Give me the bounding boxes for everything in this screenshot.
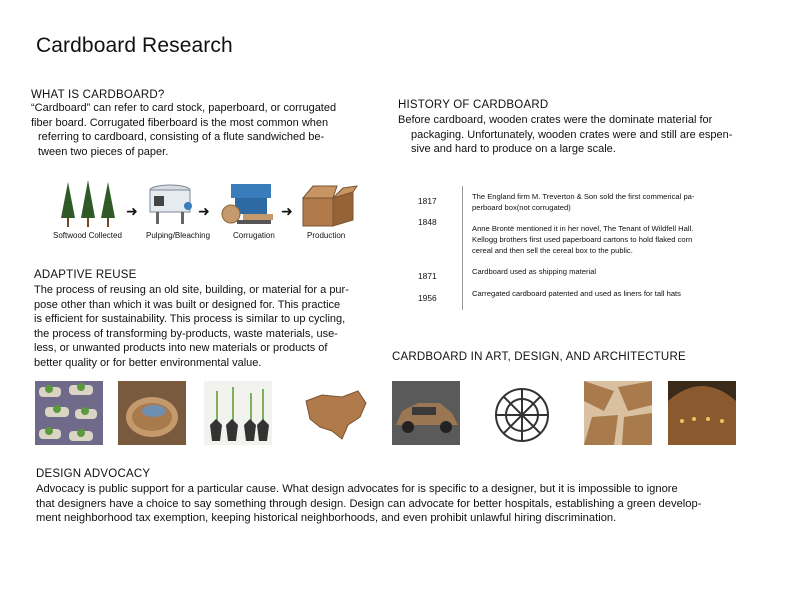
step-label: Production	[307, 231, 346, 240]
timeline-year: 1817	[418, 196, 437, 206]
adaptive-line: less, or unwanted products into new materials or products of	[34, 342, 328, 355]
page-title: Cardboard Research	[36, 34, 233, 57]
history-text	[398, 113, 758, 157]
timeline-line: The England firm M. Treverton & Son sold the first commerical pa-	[472, 192, 695, 201]
pulping-machine-icon	[146, 184, 194, 231]
history-line: packaging. Unfortunately, wooden crates were and still are espen-	[411, 128, 733, 141]
advocacy-heading: DESIGN ADVOCACY	[36, 468, 151, 480]
adaptive-line: The process of reusing an old site, building, or material for a pur-	[34, 284, 349, 296]
timeline-event	[472, 191, 772, 213]
advocacy-line: Advocacy is public support for a particular cause. What design advocates for is specific to a designer, but it is impossible to ignore	[36, 483, 678, 495]
step-label: Softwood Collected	[53, 231, 122, 240]
what-heading: WHAT IS CARDBOARD?	[31, 89, 165, 101]
bulb-vases-photo	[204, 381, 272, 445]
what-line: referring to cardboard, consisting of a flute sandwiched be-	[38, 131, 325, 144]
timeline-year: 1956	[418, 293, 437, 303]
trees-icon	[58, 180, 118, 233]
adaptive-line: is efficient for sustainability. This process is similar to up cycling,	[34, 313, 346, 326]
timeline-line: Kellogg brothers first used paperboard cartons to hold flaked corn	[472, 235, 693, 244]
advocacy-text	[36, 482, 766, 526]
timeline-event	[472, 288, 772, 299]
timeline-line: Cardboard used as shipping material	[472, 267, 597, 276]
arrow-icon: ➜	[126, 203, 138, 219]
advocacy-line: that designers have a choice to say something through design. Design can advocate for better hospitals, establishing a green develop-	[36, 497, 702, 510]
adaptive-line: the process of transforming by-products, waste materials, use-	[34, 327, 338, 340]
cardboard-chair-photo	[118, 381, 186, 445]
what-line: tween two pieces of paper.	[38, 145, 169, 158]
timeline-event	[472, 266, 772, 277]
corrugation-machine-icon	[221, 182, 279, 233]
timeline-event	[472, 223, 772, 256]
geodesic-dome-photo	[488, 381, 556, 445]
step-label: Corrugation	[233, 231, 275, 240]
cardboard-box-icon	[297, 184, 359, 233]
timeline-line: Anne Brontë mentioned it in her novel, The Tenant of Wildfell Hall.	[472, 224, 694, 233]
arrow-icon: ➜	[281, 203, 293, 219]
timeline-line: Carregated cardboard patented and used as liners for tall hats	[472, 289, 681, 298]
timeline-divider	[462, 186, 463, 310]
advocacy-line: ment neighborhood tax exemption, keeping historical neighborhoods, and even prohibit unlawful hiring discrimination.	[36, 512, 617, 525]
adaptive-line: pose other than which it was built or designed for. This practice	[34, 298, 341, 311]
adaptive-text	[34, 283, 382, 371]
history-line: Before cardboard, wooden crates were the dominate material for	[398, 114, 713, 126]
step-label: Pulping/Bleaching	[146, 231, 211, 240]
arrow-icon: ➜	[198, 203, 210, 219]
planter-wall-photo	[35, 381, 103, 445]
map-sculpture-photo	[302, 381, 370, 445]
what-line: “Cardboard” can refer to card stock, paperboard, or corrugated	[31, 102, 337, 114]
history-line: sive and hard to produce on a large scale.	[411, 143, 616, 156]
timeline-year: 1871	[418, 271, 437, 281]
ceiling-panels-photo	[584, 381, 652, 445]
cardboard-car-photo	[392, 381, 460, 445]
adaptive-heading: ADAPTIVE REUSE	[34, 269, 137, 281]
timeline-year: 1848	[418, 217, 437, 227]
history-heading: HISTORY OF CARDBOARD	[398, 99, 549, 111]
what-text	[31, 101, 376, 159]
timeline-line: cereal and then sell the cereal box to the public.	[472, 246, 633, 255]
cardboard-cathedral-photo	[668, 381, 736, 445]
what-line: fiber board. Corrugated fiberboard is the most common when	[31, 116, 329, 129]
adaptive-line: better quality or for better environmental value.	[34, 356, 262, 369]
timeline-line: perboard box(not corrugated)	[472, 203, 571, 212]
art-heading: CARDBOARD IN ART, DESIGN, AND ARCHITECTURE	[392, 351, 686, 363]
